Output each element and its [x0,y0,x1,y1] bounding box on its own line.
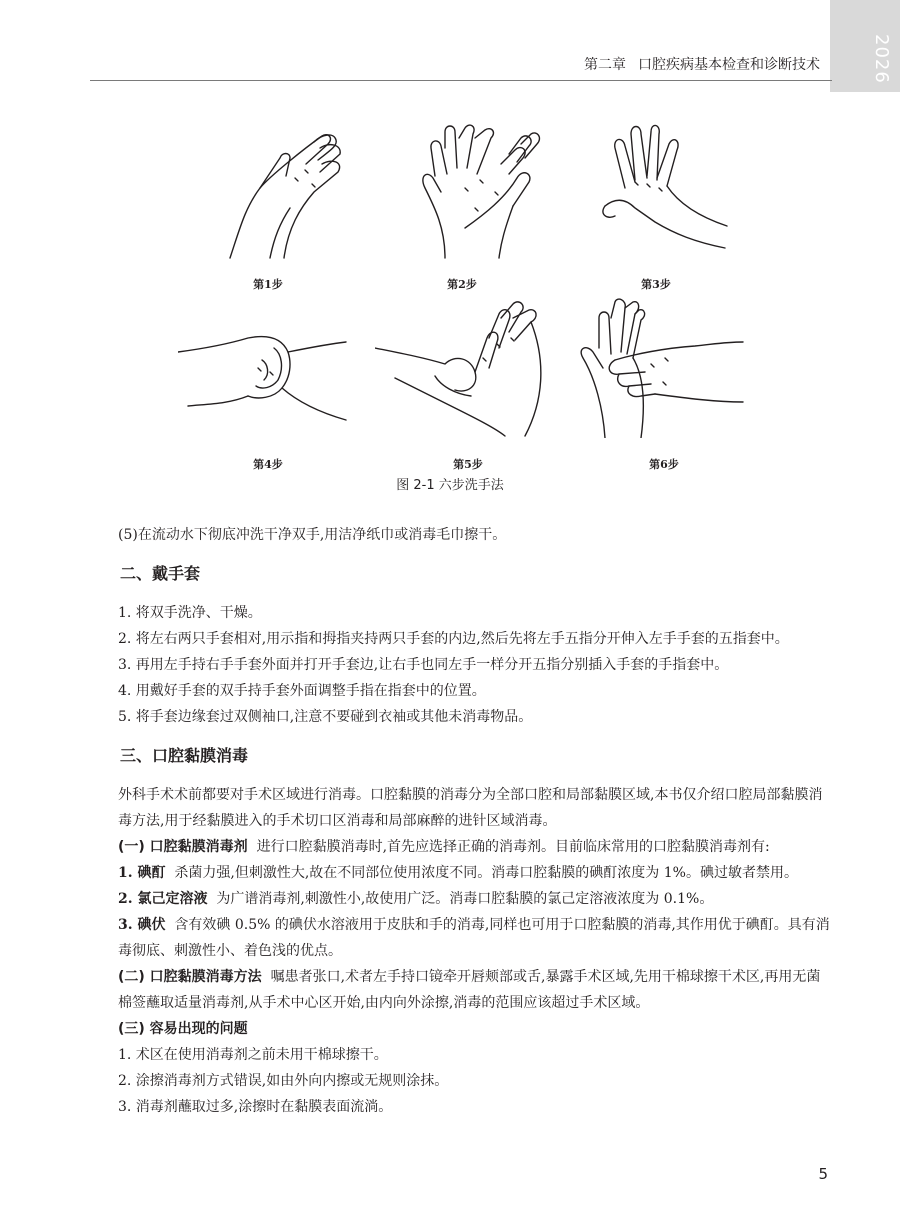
agent-1-title: 1. 碘酊 [118,865,166,881]
subsection-2-title: (二) 口腔黏膜消毒方法 [118,969,262,985]
step5-label: 第5步 [453,458,483,471]
step4-illustration [178,308,348,438]
mucosa-intro: 外科手术术前都要对手术区域进行消毒。口腔黏膜的消毒分为全部口腔和局部黏膜区域,本书仅介绍口腔局部黏膜消毒方法,用于经黏膜进入的手术切口区消毒和局部麻醉的进针区域消毒。 [118,787,823,829]
step1-label: 第1步 [253,278,283,291]
handwashing-figure [150,118,760,498]
subsection-2-text: 嘱患者张口,术者左手持口镜牵开唇颊部或舌,暴露手术区域,先用干棉球擦干术区,再用无菌棉签蘸取适量消毒剂,从手术中心区开始,由内向外涂擦,消毒的范围应该超过手术区域。 [118,969,821,1011]
step2-label: 第2步 [447,278,477,291]
mucosa-heading: 三、口腔黏膜消毒 [120,746,249,765]
subsection-3-title: (三) 容易出现的问题 [118,1021,248,1037]
gloves-heading: 二、戴手套 [120,564,201,583]
gloves-item-3: 3. 再用左手持右手手套外面并打开手套边,让右手也同左手一样分开五指分别插入手套的手指套中。 [118,657,729,673]
agent-2-text: 为广谱消毒剂,刺激性小,故使用广泛。消毒口腔黏膜的氯己定溶液浓度为 0.1%。 [216,891,714,907]
subsection-1-title: (一) 口腔黏膜消毒剂 [118,839,248,855]
agent-3-title: 3. 碘伏 [118,917,166,933]
gloves-item-1: 1. 将双手洗净、干燥。 [118,605,262,621]
step3-label: 第3步 [641,278,671,291]
figure-caption: 图 2-1 六步洗手法 [396,478,504,493]
running-head-title: 口腔疾病基本检查和诊断技术 [638,57,820,73]
step6-illustration [575,298,745,438]
step1-illustration [210,118,360,268]
page-number: 5 [818,1165,828,1183]
running-head-chapter: 第二章 [584,57,626,73]
rinse-step: (5)在流动水下彻底冲洗干净双手,用洁净纸巾或消毒毛巾擦干。 [118,527,507,543]
step3-illustration [595,118,745,268]
step4-label: 第4步 [253,458,283,471]
header-rule [90,80,832,81]
chapter-side-tab [830,0,900,92]
step2-illustration [405,118,555,268]
gloves-item-2: 2. 将左右两只手套相对,用示指和拇指夹持两只手套的内边,然后先将左手五指分开伸入左手手套的五指套中。 [118,631,789,647]
problem-item-1: 1. 术区在使用消毒剂之前未用干棉球擦干。 [118,1047,388,1063]
gloves-item-5: 5. 将手套边缘套过双侧袖口,注意不要碰到衣袖或其他未消毒物品。 [118,709,533,725]
gloves-item-4: 4. 用戴好手套的双手持手套外面调整手指在指套中的位置。 [118,683,486,699]
step5-illustration [375,298,555,438]
agent-3-text: 含有效碘 0.5% 的碘伏水溶液用于皮肤和手的消毒,同样也可用于口腔黏膜的消毒,其作用优于碘酊。具有消毒彻底、刺激性小、着色浅的优点。 [118,917,830,959]
agent-1-text: 杀菌力强,但刺激性大,故在不同部位使用浓度不同。消毒口腔黏膜的碘酊浓度为 1%。碘过敏者禁用。 [174,865,798,881]
subsection-1-text: 进行口腔黏膜消毒时,首先应选择正确的消毒剂。目前临床常用的口腔黏膜消毒剂有: [256,839,770,855]
body-text [118,522,830,1120]
problem-item-3: 3. 消毒剂蘸取过多,涂擦时在黏膜表面流淌。 [118,1099,393,1115]
running-head [490,54,820,74]
agent-2-title: 2. 氯己定溶液 [118,891,208,907]
side-tab-year: 2026 [871,34,892,84]
problem-item-2: 2. 涂擦消毒剂方式错误,如由外向内擦或无规则涂抹。 [118,1073,449,1089]
step6-label: 第6步 [649,458,679,471]
